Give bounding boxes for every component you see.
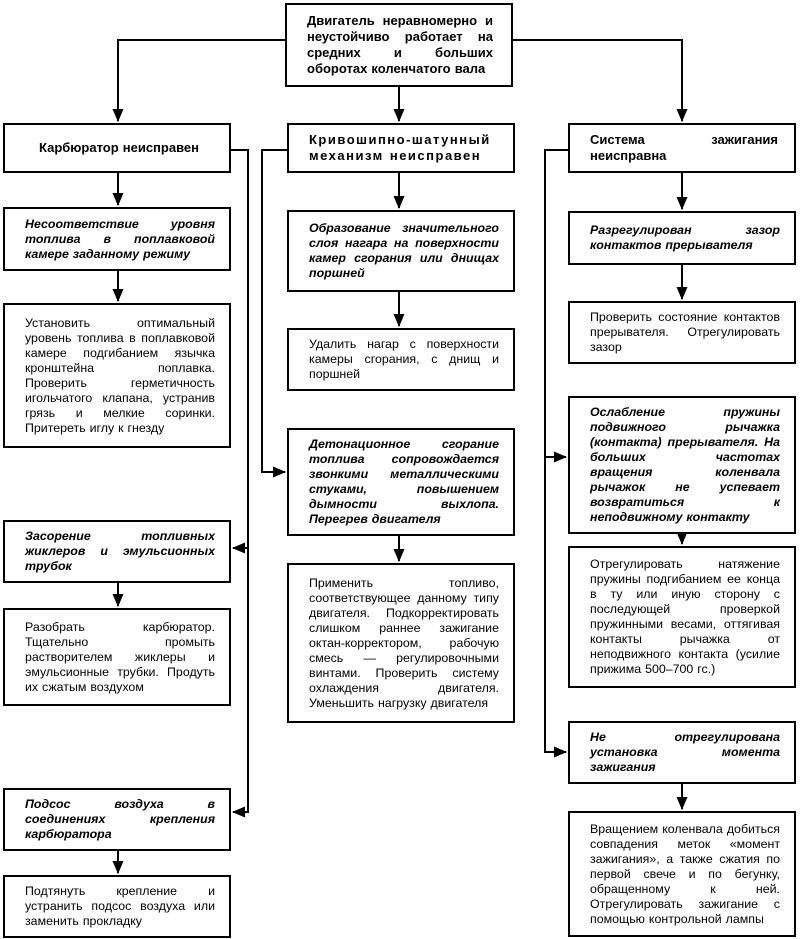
fault-header-ignition-text: Система зажигания неисправна (590, 132, 778, 163)
fault-header-crank-mechanism-text: Кривошипно-шатунный механизм неисправен (309, 132, 491, 163)
remedy-text: Проверить состояние контактов прерывателя. Отрегулировать зазор (590, 310, 780, 354)
remedy-text: Разобрать карбюратор. Тщательно промыть растворителем жиклеры и эмульсионные трубки. Продуть их сжатым воздухом (25, 619, 215, 694)
cause-box (568, 721, 796, 784)
connector (118, 40, 285, 121)
cause-box (3, 520, 231, 583)
cause-text: Несоответствие уровня топлива в поплавковой камере заданному режиму (25, 216, 215, 261)
remedy-box (568, 811, 796, 937)
connector (545, 150, 568, 752)
connector (513, 40, 682, 121)
cause-text: Детонационное сгорание топлива сопровождается звонкими металлическими стуками, повышением дымности выхлопа. Перегрев двигателя (309, 437, 499, 526)
fault-header-carburetor (3, 123, 231, 173)
cause-text: Ослабление пружины подвижного рычажка (контакта) прерывателя. На больших частотах вращения коленвала рычажок не успевает возвратиться к неподвижному контакту (590, 405, 780, 524)
remedy-text: Подтянуть крепление и устранить подсос воздуха или заменить прокладку (25, 884, 215, 928)
remedy-text: Удалить нагар с поверхности камеры сгорания, с днищ и поршней (309, 337, 499, 381)
remedy-text: Отрегулировать натяжение пружины подгибанием ее конца в ту или иную сторону с последующей проверкой пружинными весами, оттягивая контакты рычажка от неподвижного контакта (усилие прижима 500–700 гс.) (590, 557, 780, 676)
cause-text: Образование значительного слоя нагара на поверхности камер сгорания или днищах поршней (309, 221, 499, 280)
connector (262, 150, 287, 472)
remedy-box (287, 563, 515, 723)
cause-box (3, 788, 231, 851)
fault-header-carburetor-text: Карбюратор неисправен (39, 140, 199, 155)
cause-text: Разрегулирован зазор контактов прерывателя (590, 223, 780, 252)
remedy-box (287, 328, 515, 391)
fault-header-crank-mechanism (287, 123, 515, 173)
remedy-box (568, 301, 796, 364)
cause-box (287, 210, 515, 292)
cause-box (568, 211, 796, 265)
remedy-box (568, 546, 796, 688)
cause-box (287, 428, 515, 536)
remedy-text: Установить оптимальный уровень топлива в поплавковой камере подгибанием язычка кронштейна поплавка. Проверить герметичность игольчатого клапана, устранив грязь и мелкие соринки. Притереть иглу к гнезду (25, 315, 215, 435)
remedy-text: Применить топливо, соответствующее данному типу двигателя. Подкорректировать слишком раннее зажигание октан-корректором, рабочую смесь — регулировочными винтами. Проверить систему охлаждения двигателя. Уменьшить нагрузку двигателя (309, 575, 499, 710)
symptom-root-text: Двигатель неравномерно и неустойчиво работает на средних и больших оборотах коленчатого вала (307, 13, 493, 76)
remedy-box (3, 875, 231, 938)
cause-box (568, 396, 796, 534)
connector (231, 150, 248, 812)
remedy-box (3, 303, 231, 448)
fault-header-ignition (568, 123, 796, 173)
symptom-root-box (285, 3, 513, 87)
cause-box (3, 207, 231, 271)
remedy-box (3, 608, 231, 706)
remedy-text: Вращением коленвала добиться совпадения меток «момент зажигания», а также сжатия по первой свече и по бегунку, обращенному к ней. Отрегулировать зажигание с помощью контрольной лампы (590, 821, 780, 926)
cause-text: Не отрегулирована установка момента зажигания (590, 730, 780, 774)
cause-text: Засорение топливных жиклеров и эмульсионных трубок (25, 529, 215, 573)
cause-text: Подсос воздуха в соединениях крепления карбюратора (25, 797, 215, 841)
